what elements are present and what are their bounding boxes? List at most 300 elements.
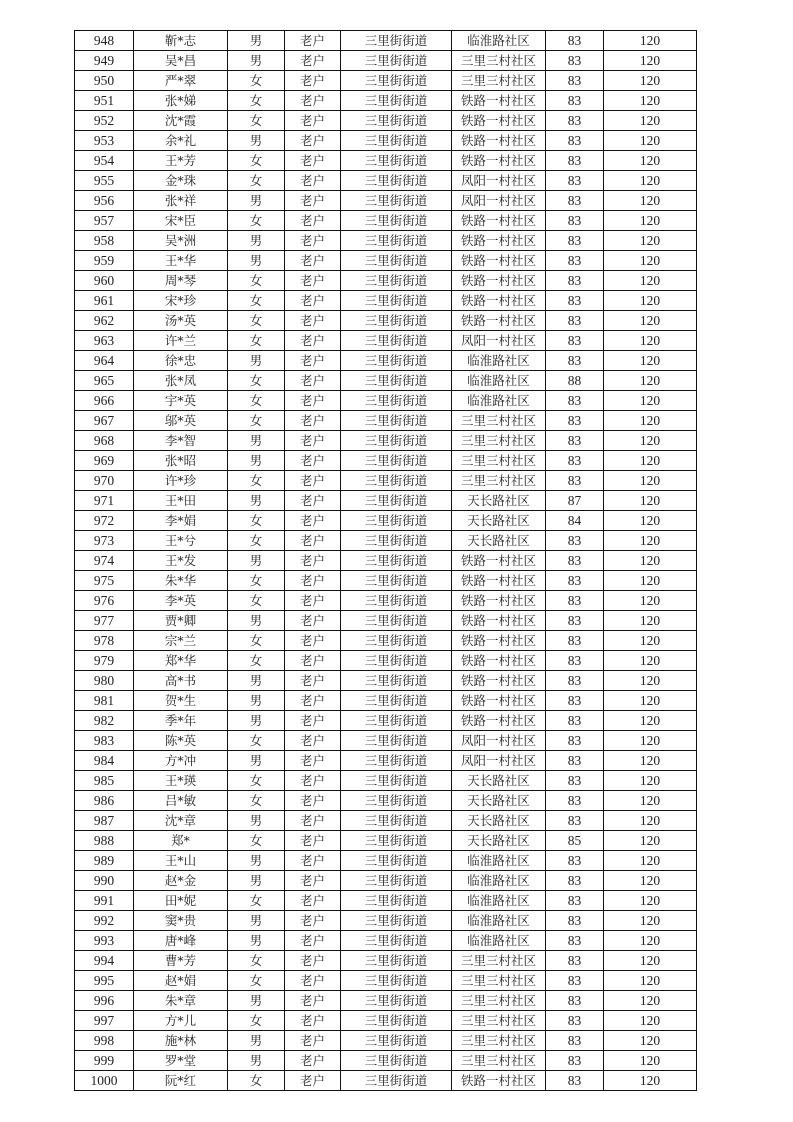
cell-age: 83 <box>546 591 604 611</box>
cell-household-type: 老户 <box>285 1011 341 1031</box>
cell-household-type: 老户 <box>285 691 341 711</box>
cell-community: 铁路一村社区 <box>452 91 546 111</box>
cell-community: 三里三村社区 <box>452 451 546 471</box>
cell-name: 王*田 <box>134 491 228 511</box>
table-row <box>75 1031 697 1051</box>
cell-age: 83 <box>546 991 604 1011</box>
cell-age: 83 <box>546 391 604 411</box>
table-row <box>75 651 697 671</box>
cell-age: 83 <box>546 331 604 351</box>
cell-household-type: 老户 <box>285 811 341 831</box>
cell-serial-no: 953 <box>75 131 134 151</box>
cell-gender: 男 <box>228 251 285 271</box>
cell-community: 三里三村社区 <box>452 411 546 431</box>
cell-age: 83 <box>546 211 604 231</box>
cell-age: 83 <box>546 571 604 591</box>
cell-street: 三里街街道 <box>341 751 452 771</box>
cell-name: 余*礼 <box>134 131 228 151</box>
cell-gender: 女 <box>228 971 285 991</box>
cell-amount: 120 <box>604 1011 697 1031</box>
cell-community: 三里三村社区 <box>452 1011 546 1031</box>
cell-serial-no: 988 <box>75 831 134 851</box>
cell-community: 临淮路社区 <box>452 871 546 891</box>
cell-name: 王*兮 <box>134 531 228 551</box>
cell-serial-no: 949 <box>75 51 134 71</box>
cell-name: 靳*志 <box>134 31 228 51</box>
cell-household-type: 老户 <box>285 431 341 451</box>
cell-street: 三里街街道 <box>341 271 452 291</box>
cell-age: 83 <box>546 151 604 171</box>
cell-serial-no: 997 <box>75 1011 134 1031</box>
cell-gender: 男 <box>228 751 285 771</box>
table-row <box>75 1071 697 1091</box>
cell-serial-no: 999 <box>75 1051 134 1071</box>
cell-serial-no: 977 <box>75 611 134 631</box>
cell-gender: 女 <box>228 271 285 291</box>
cell-name: 汤*英 <box>134 311 228 331</box>
cell-household-type: 老户 <box>285 91 341 111</box>
cell-amount: 120 <box>604 791 697 811</box>
cell-age: 83 <box>546 171 604 191</box>
table-row <box>75 731 697 751</box>
cell-household-type: 老户 <box>285 771 341 791</box>
table-row <box>75 231 697 251</box>
cell-name: 季*年 <box>134 711 228 731</box>
cell-street: 三里街街道 <box>341 631 452 651</box>
cell-age: 83 <box>546 91 604 111</box>
cell-gender: 男 <box>228 611 285 631</box>
cell-age: 83 <box>546 471 604 491</box>
cell-household-type: 老户 <box>285 1051 341 1071</box>
cell-gender: 女 <box>228 151 285 171</box>
cell-street: 三里街街道 <box>341 871 452 891</box>
cell-street: 三里街街道 <box>341 651 452 671</box>
cell-age: 83 <box>546 531 604 551</box>
cell-name: 郑* <box>134 831 228 851</box>
cell-name: 王*芳 <box>134 151 228 171</box>
cell-serial-no: 996 <box>75 991 134 1011</box>
cell-age: 83 <box>546 971 604 991</box>
cell-household-type: 老户 <box>285 451 341 471</box>
cell-age: 83 <box>546 671 604 691</box>
cell-age: 83 <box>546 951 604 971</box>
table-row <box>75 611 697 631</box>
cell-household-type: 老户 <box>285 131 341 151</box>
table-row <box>75 271 697 291</box>
cell-street: 三里街街道 <box>341 231 452 251</box>
cell-name: 高*书 <box>134 671 228 691</box>
cell-street: 三里街街道 <box>341 191 452 211</box>
cell-household-type: 老户 <box>285 1031 341 1051</box>
cell-gender: 男 <box>228 811 285 831</box>
cell-serial-no: 991 <box>75 891 134 911</box>
cell-serial-no: 963 <box>75 331 134 351</box>
cell-age: 83 <box>546 351 604 371</box>
cell-amount: 120 <box>604 751 697 771</box>
cell-serial-no: 992 <box>75 911 134 931</box>
cell-community: 天长路社区 <box>452 511 546 531</box>
cell-street: 三里街街道 <box>341 411 452 431</box>
cell-street: 三里街街道 <box>341 1031 452 1051</box>
cell-household-type: 老户 <box>285 231 341 251</box>
cell-age: 83 <box>546 1011 604 1031</box>
cell-amount: 120 <box>604 431 697 451</box>
table-row <box>75 311 697 331</box>
table-row <box>75 491 697 511</box>
cell-serial-no: 969 <box>75 451 134 471</box>
cell-household-type: 老户 <box>285 211 341 231</box>
table-row <box>75 51 697 71</box>
cell-serial-no: 950 <box>75 71 134 91</box>
cell-age: 83 <box>546 1051 604 1071</box>
cell-gender: 女 <box>228 91 285 111</box>
cell-amount: 120 <box>604 451 697 471</box>
cell-gender: 女 <box>228 171 285 191</box>
cell-age: 83 <box>546 1071 604 1091</box>
cell-amount: 120 <box>604 1051 697 1071</box>
cell-gender: 男 <box>228 851 285 871</box>
cell-community: 铁路一村社区 <box>452 591 546 611</box>
cell-community: 三里三村社区 <box>452 71 546 91</box>
cell-gender: 女 <box>228 211 285 231</box>
table-row <box>75 531 697 551</box>
cell-gender: 女 <box>228 591 285 611</box>
cell-street: 三里街街道 <box>341 31 452 51</box>
cell-age: 83 <box>546 551 604 571</box>
table-row <box>75 111 697 131</box>
cell-age: 83 <box>546 251 604 271</box>
cell-street: 三里街街道 <box>341 931 452 951</box>
cell-amount: 120 <box>604 211 697 231</box>
cell-name: 吴*洲 <box>134 231 228 251</box>
cell-name: 施*林 <box>134 1031 228 1051</box>
table-row <box>75 711 697 731</box>
cell-serial-no: 967 <box>75 411 134 431</box>
cell-age: 83 <box>546 891 604 911</box>
cell-gender: 女 <box>228 391 285 411</box>
cell-community: 三里三村社区 <box>452 51 546 71</box>
cell-community: 铁路一村社区 <box>452 611 546 631</box>
cell-amount: 120 <box>604 671 697 691</box>
cell-age: 83 <box>546 731 604 751</box>
table-row <box>75 551 697 571</box>
cell-name: 吴*昌 <box>134 51 228 71</box>
cell-community: 铁路一村社区 <box>452 131 546 151</box>
cell-gender: 女 <box>228 1011 285 1031</box>
cell-name: 李*娟 <box>134 511 228 531</box>
cell-household-type: 老户 <box>285 191 341 211</box>
cell-street: 三里街街道 <box>341 1071 452 1091</box>
cell-name: 郑*华 <box>134 651 228 671</box>
cell-amount: 120 <box>604 931 697 951</box>
cell-street: 三里街街道 <box>341 91 452 111</box>
cell-street: 三里街街道 <box>341 1011 452 1031</box>
table-row <box>75 31 697 51</box>
cell-street: 三里街街道 <box>341 371 452 391</box>
cell-household-type: 老户 <box>285 971 341 991</box>
table-row <box>75 131 697 151</box>
cell-gender: 女 <box>228 1071 285 1091</box>
cell-household-type: 老户 <box>285 531 341 551</box>
table-row <box>75 871 697 891</box>
cell-name: 朱*章 <box>134 991 228 1011</box>
cell-amount: 120 <box>604 311 697 331</box>
cell-serial-no: 976 <box>75 591 134 611</box>
cell-amount: 120 <box>604 591 697 611</box>
cell-name: 赵*金 <box>134 871 228 891</box>
table-row <box>75 91 697 111</box>
cell-serial-no: 973 <box>75 531 134 551</box>
cell-community: 临淮路社区 <box>452 351 546 371</box>
cell-community: 三里三村社区 <box>452 971 546 991</box>
cell-street: 三里街街道 <box>341 951 452 971</box>
cell-household-type: 老户 <box>285 311 341 331</box>
cell-gender: 男 <box>228 991 285 1011</box>
cell-amount: 120 <box>604 511 697 531</box>
cell-serial-no: 954 <box>75 151 134 171</box>
cell-age: 83 <box>546 231 604 251</box>
cell-age: 83 <box>546 611 604 631</box>
cell-amount: 120 <box>604 1071 697 1091</box>
cell-gender: 女 <box>228 471 285 491</box>
cell-name: 王*山 <box>134 851 228 871</box>
cell-community: 铁路一村社区 <box>452 151 546 171</box>
cell-gender: 男 <box>228 551 285 571</box>
table-row <box>75 1051 697 1071</box>
cell-name: 王*瑛 <box>134 771 228 791</box>
cell-name: 陈*英 <box>134 731 228 751</box>
cell-name: 李*英 <box>134 591 228 611</box>
cell-community: 三里三村社区 <box>452 1031 546 1051</box>
cell-gender: 男 <box>228 31 285 51</box>
cell-amount: 120 <box>604 231 697 251</box>
cell-household-type: 老户 <box>285 351 341 371</box>
cell-gender: 女 <box>228 71 285 91</box>
cell-amount: 120 <box>604 991 697 1011</box>
cell-serial-no: 956 <box>75 191 134 211</box>
cell-gender: 女 <box>228 771 285 791</box>
cell-amount: 120 <box>604 711 697 731</box>
cell-street: 三里街街道 <box>341 971 452 991</box>
table-row <box>75 771 697 791</box>
cell-serial-no: 995 <box>75 971 134 991</box>
cell-name: 张*凤 <box>134 371 228 391</box>
cell-serial-no: 965 <box>75 371 134 391</box>
cell-household-type: 老户 <box>285 791 341 811</box>
cell-street: 三里街街道 <box>341 811 452 831</box>
cell-serial-no: 962 <box>75 311 134 331</box>
cell-name: 宋*珍 <box>134 291 228 311</box>
table-row <box>75 351 697 371</box>
cell-serial-no: 948 <box>75 31 134 51</box>
cell-age: 83 <box>546 851 604 871</box>
cell-community: 凤阳一村社区 <box>452 191 546 211</box>
cell-serial-no: 993 <box>75 931 134 951</box>
cell-community: 临淮路社区 <box>452 391 546 411</box>
cell-community: 凤阳一村社区 <box>452 171 546 191</box>
cell-household-type: 老户 <box>285 371 341 391</box>
cell-street: 三里街街道 <box>341 571 452 591</box>
cell-community: 临淮路社区 <box>452 931 546 951</box>
cell-gender: 男 <box>228 1031 285 1051</box>
cell-age: 83 <box>546 131 604 151</box>
cell-household-type: 老户 <box>285 851 341 871</box>
cell-street: 三里街街道 <box>341 551 452 571</box>
cell-community: 临淮路社区 <box>452 851 546 871</box>
table-row <box>75 471 697 491</box>
cell-name: 沈*章 <box>134 811 228 831</box>
cell-amount: 120 <box>604 971 697 991</box>
cell-amount: 120 <box>604 291 697 311</box>
cell-household-type: 老户 <box>285 571 341 591</box>
cell-community: 天长路社区 <box>452 531 546 551</box>
cell-serial-no: 960 <box>75 271 134 291</box>
cell-community: 天长路社区 <box>452 771 546 791</box>
cell-serial-no: 981 <box>75 691 134 711</box>
cell-age: 83 <box>546 51 604 71</box>
cell-serial-no: 994 <box>75 951 134 971</box>
cell-name: 金*珠 <box>134 171 228 191</box>
cell-gender: 女 <box>228 891 285 911</box>
table-row <box>75 191 697 211</box>
cell-community: 铁路一村社区 <box>452 671 546 691</box>
cell-serial-no: 980 <box>75 671 134 691</box>
cell-household-type: 老户 <box>285 111 341 131</box>
cell-amount: 120 <box>604 491 697 511</box>
cell-age: 83 <box>546 751 604 771</box>
cell-amount: 120 <box>604 531 697 551</box>
cell-community: 三里三村社区 <box>452 431 546 451</box>
cell-street: 三里街街道 <box>341 591 452 611</box>
cell-name: 严*翠 <box>134 71 228 91</box>
cell-community: 铁路一村社区 <box>452 711 546 731</box>
cell-community: 铁路一村社区 <box>452 271 546 291</box>
cell-street: 三里街街道 <box>341 691 452 711</box>
cell-age: 83 <box>546 711 604 731</box>
cell-amount: 120 <box>604 51 697 71</box>
cell-street: 三里街街道 <box>341 311 452 331</box>
cell-household-type: 老户 <box>285 631 341 651</box>
cell-street: 三里街街道 <box>341 451 452 471</box>
cell-street: 三里街街道 <box>341 391 452 411</box>
cell-amount: 120 <box>604 631 697 651</box>
table-row <box>75 851 697 871</box>
cell-serial-no: 970 <box>75 471 134 491</box>
cell-amount: 120 <box>604 351 697 371</box>
cell-name: 贺*生 <box>134 691 228 711</box>
table-row <box>75 291 697 311</box>
table-row <box>75 811 697 831</box>
cell-street: 三里街街道 <box>341 211 452 231</box>
cell-street: 三里街街道 <box>341 791 452 811</box>
cell-age: 87 <box>546 491 604 511</box>
cell-street: 三里街街道 <box>341 731 452 751</box>
cell-amount: 120 <box>604 571 697 591</box>
table-row <box>75 431 697 451</box>
cell-household-type: 老户 <box>285 611 341 631</box>
cell-household-type: 老户 <box>285 991 341 1011</box>
cell-serial-no: 998 <box>75 1031 134 1051</box>
cell-amount: 120 <box>604 771 697 791</box>
table-row <box>75 451 697 471</box>
cell-gender: 男 <box>228 131 285 151</box>
table-row <box>75 591 697 611</box>
cell-amount: 120 <box>604 91 697 111</box>
cell-community: 铁路一村社区 <box>452 231 546 251</box>
cell-street: 三里街街道 <box>341 131 452 151</box>
cell-gender: 女 <box>228 511 285 531</box>
records-table-body <box>75 31 697 1091</box>
table-row <box>75 691 697 711</box>
cell-name: 张*昭 <box>134 451 228 471</box>
cell-street: 三里街街道 <box>341 291 452 311</box>
cell-gender: 男 <box>228 51 285 71</box>
cell-community: 铁路一村社区 <box>452 571 546 591</box>
cell-community: 铁路一村社区 <box>452 551 546 571</box>
cell-household-type: 老户 <box>285 491 341 511</box>
cell-household-type: 老户 <box>285 911 341 931</box>
cell-gender: 女 <box>228 371 285 391</box>
cell-name: 吕*敏 <box>134 791 228 811</box>
cell-household-type: 老户 <box>285 751 341 771</box>
table-row <box>75 151 697 171</box>
cell-community: 三里三村社区 <box>452 471 546 491</box>
cell-age: 83 <box>546 631 604 651</box>
cell-community: 临淮路社区 <box>452 911 546 931</box>
cell-amount: 120 <box>604 391 697 411</box>
cell-age: 83 <box>546 411 604 431</box>
cell-amount: 120 <box>604 1031 697 1051</box>
cell-amount: 120 <box>604 891 697 911</box>
cell-name: 方*冲 <box>134 751 228 771</box>
cell-serial-no: 975 <box>75 571 134 591</box>
cell-street: 三里街街道 <box>341 911 452 931</box>
cell-name: 张*娣 <box>134 91 228 111</box>
cell-amount: 120 <box>604 651 697 671</box>
cell-name: 宋*臣 <box>134 211 228 231</box>
table-row <box>75 791 697 811</box>
cell-street: 三里街街道 <box>341 611 452 631</box>
cell-community: 临淮路社区 <box>452 371 546 391</box>
cell-street: 三里街街道 <box>341 1051 452 1071</box>
cell-amount: 120 <box>604 111 697 131</box>
cell-gender: 男 <box>228 931 285 951</box>
cell-gender: 女 <box>228 571 285 591</box>
table-row <box>75 671 697 691</box>
records-table <box>74 30 697 1091</box>
cell-name: 李*智 <box>134 431 228 451</box>
cell-name: 朱*华 <box>134 571 228 591</box>
cell-name: 宇*英 <box>134 391 228 411</box>
cell-amount: 120 <box>604 911 697 931</box>
cell-age: 83 <box>546 31 604 51</box>
cell-household-type: 老户 <box>285 1071 341 1091</box>
table-row <box>75 71 697 91</box>
cell-street: 三里街街道 <box>341 151 452 171</box>
cell-gender: 男 <box>228 231 285 251</box>
cell-age: 83 <box>546 271 604 291</box>
table-row <box>75 571 697 591</box>
cell-amount: 120 <box>604 251 697 271</box>
cell-age: 83 <box>546 191 604 211</box>
cell-household-type: 老户 <box>285 671 341 691</box>
cell-amount: 120 <box>604 951 697 971</box>
cell-community: 铁路一村社区 <box>452 111 546 131</box>
cell-gender: 女 <box>228 731 285 751</box>
table-row <box>75 931 697 951</box>
table-row <box>75 251 697 271</box>
cell-name: 沈*霞 <box>134 111 228 131</box>
